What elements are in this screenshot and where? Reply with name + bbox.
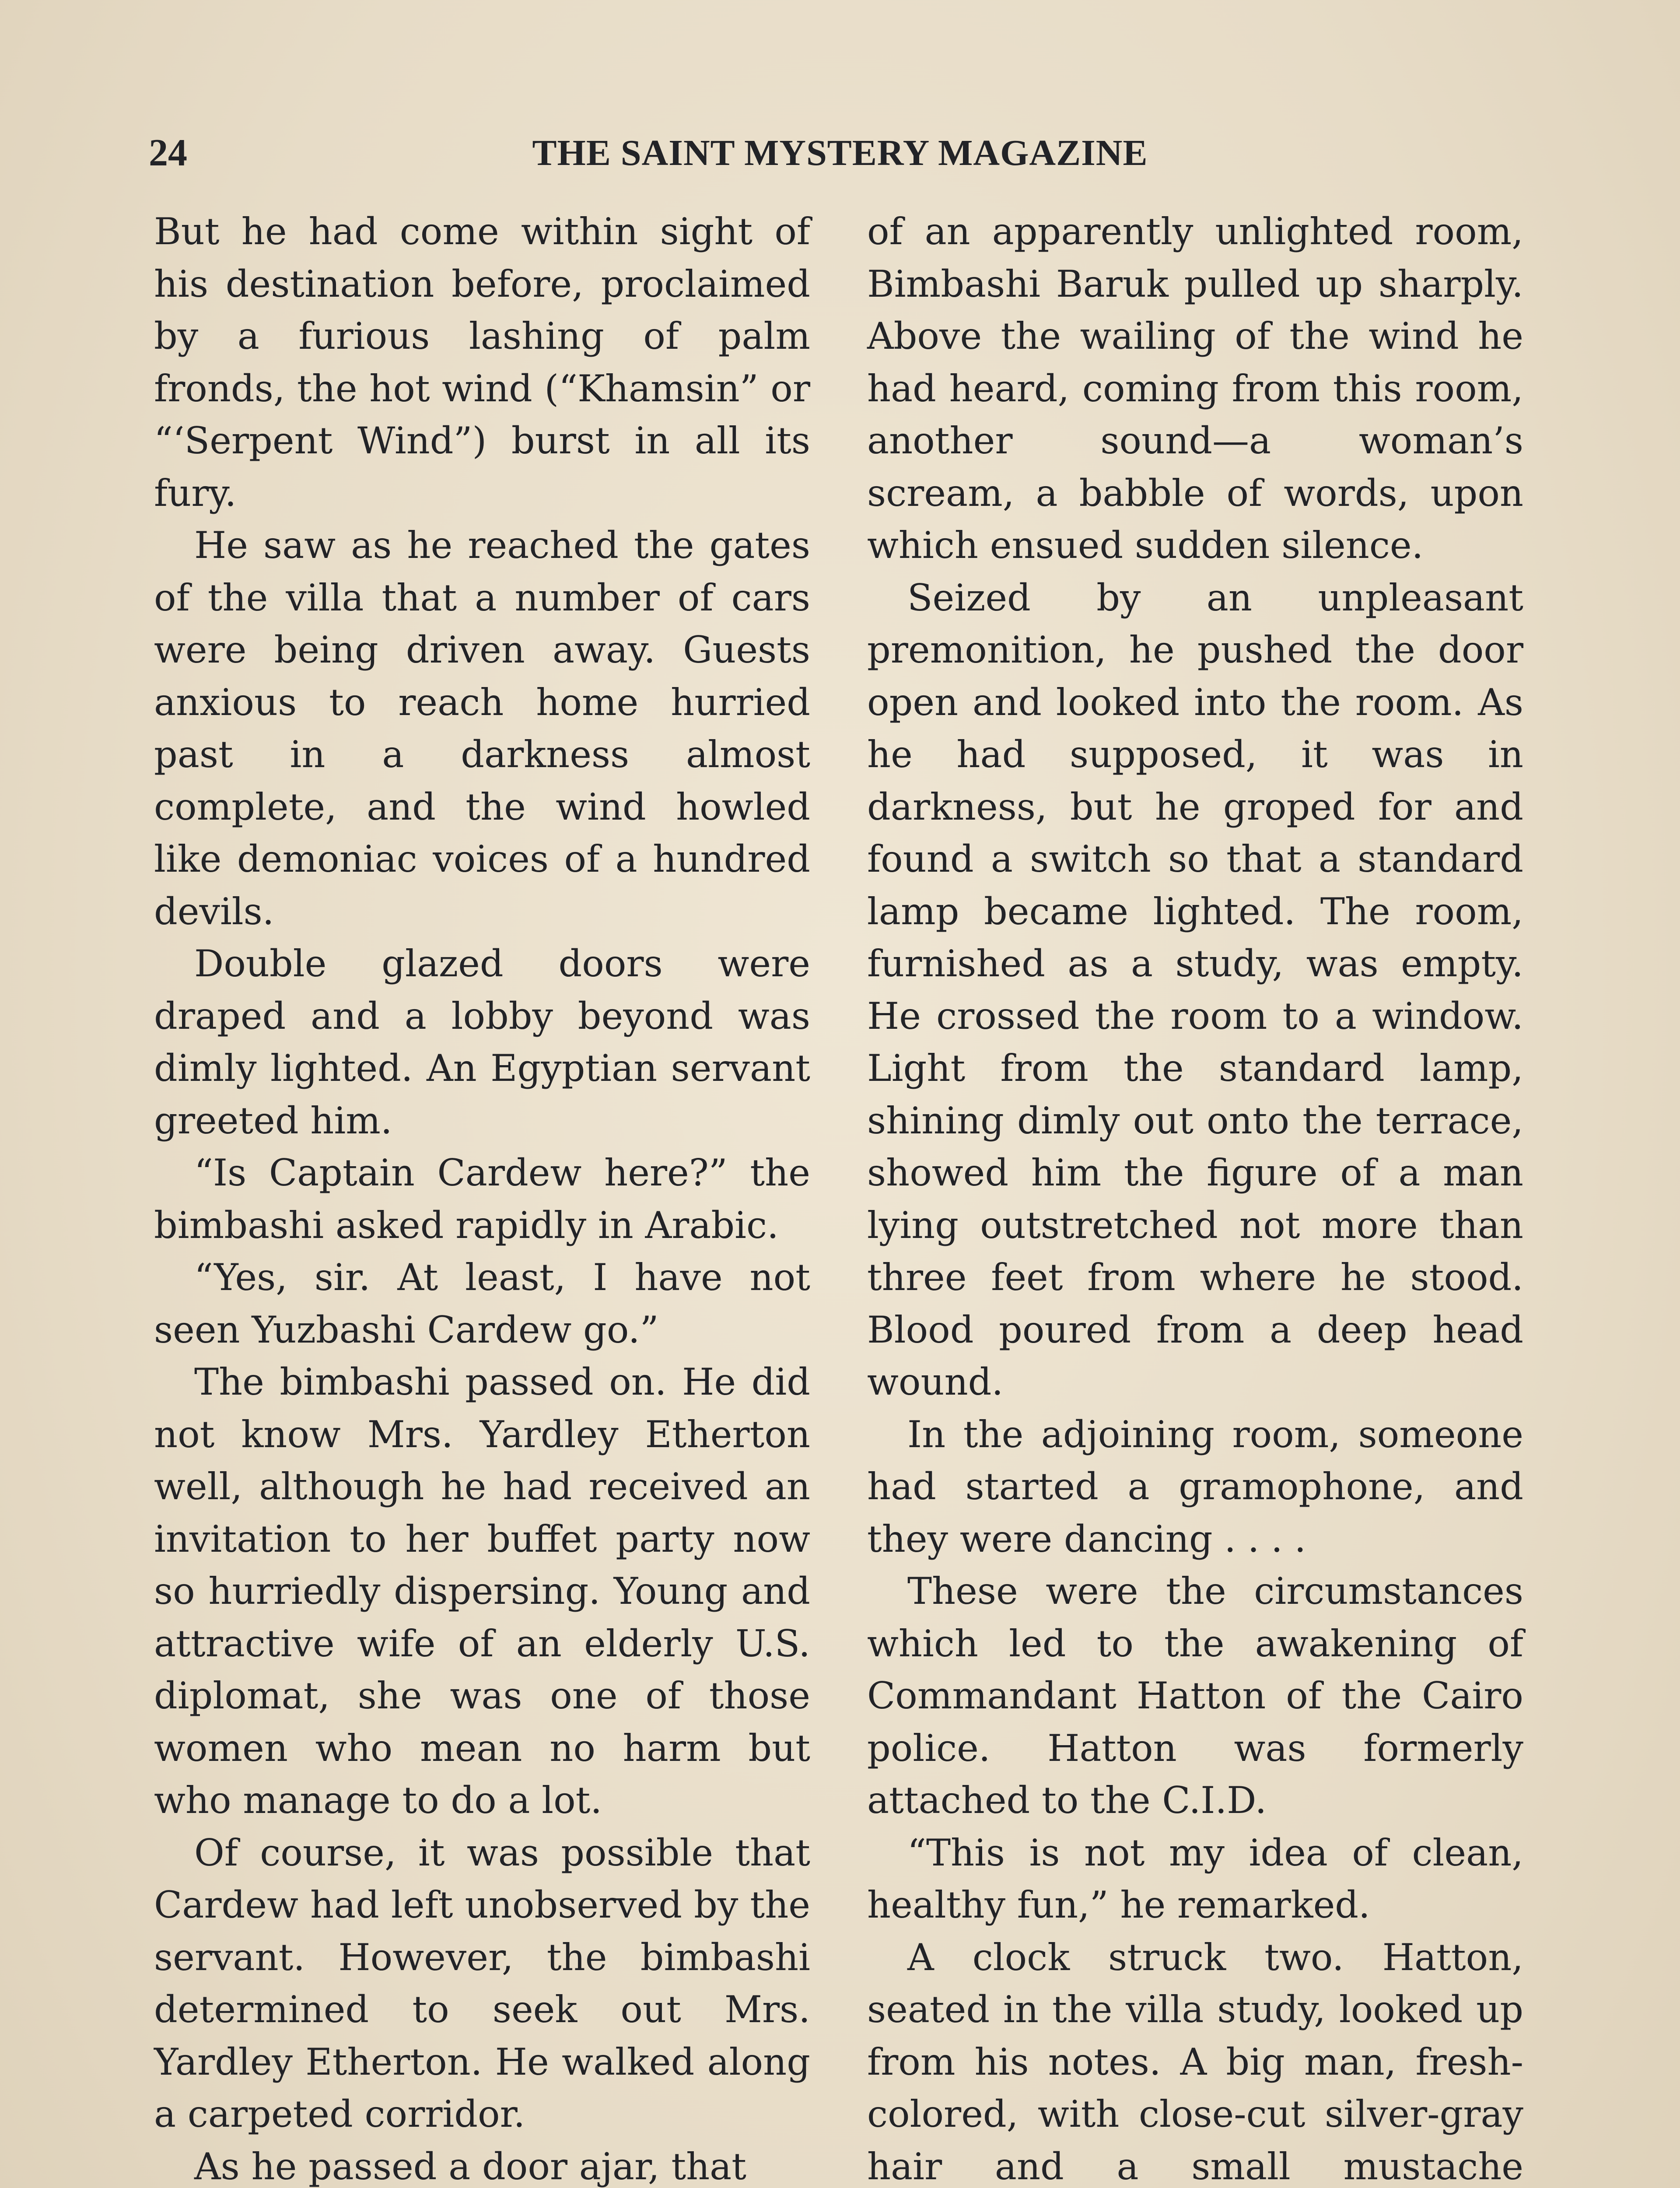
paragraph: These were the circumstances which led to the awakening of Commandant Hatton of the Cairo police. Hatton was formerly attached to the C.I.D. [867,1570,1523,1822]
paragraph: Of course, it was possible that Cardew had left unobserved by the servant. However, the bimbashi determined to seek out Mrs. Yardley Etherton. He walked along a carpeted corridor. [154,1831,810,2135]
paragraph: A clock struck two. Hatton, seated in the villa study, looked up from his notes. A big man, fresh-colored, with close-cut silver-gray hair and a small mustache [867,1936,1523,2188]
paragraph: “This is not my idea of clean, healthy fun,” he remarked. [867,1831,1523,1926]
paragraph: In the adjoining room, someone had started a gramophone, and they were dancing . . . . [867,1413,1523,1560]
paragraph: Seized by an unpleasant premonition, he pushed the door open and looked into the room. As he had supposed, it was in darkness, but he groped for and found a switch so that a standard lamp became lighted. The room, furnished as a study, was empty. He crossed the room to a window. Light from the standard lamp, shining dimly out onto the terrace, showed him the figure of a man lying outstretched not more than three feet from where he stood. Blood poured from a deep head wound. [867,576,1523,1403]
right-column [867,206,1523,2188]
paragraph: The bimbashi passed on. He did not know Mrs. Yardley Etherton well, although he had received an invitation to her buffet party now so hurriedly dispersing. Young and attractive wife of an elderly U.S. diplomat, she was one of those women who mean no harm but who manage to do a lot. [154,1360,810,1822]
paragraph: He saw as he reached the gates of the villa that a number of cars were being driven away. Guests anxious to reach home hurried past in a darkness almost complete, and the wind howled like demoniac voices of a hundred devils. [154,524,810,933]
paragraph: of an apparently unlighted room, Bimbashi Baruk pulled up sharply. Above the wailing of the wind he had heard, coming from this room, another sound—a woman’s scream, a babble of words, upon which ensued sudden silence. [867,210,1523,567]
paragraph: But he had come within sight of his destination before, proclaimed by a furious lashing of palm fronds, the hot wind (“Khamsin” or “‘Serpent Wind”) burst in all its fury. [154,210,810,515]
page-header [149,127,1531,179]
running-title: THE SAINT MYSTERY MAGAZINE [532,133,1148,173]
left-column [154,206,810,2188]
paragraph: “Is Captain Cardew here?” the bimbashi asked rapidly in Arabic. [154,1151,810,1247]
page-number: 24 [149,132,187,174]
paragraph: As he passed a door ajar, that [194,2145,747,2188]
paragraph: Double glazed doors were draped and a lobby beyond was dimly lighted. An Egyptian servant greeted him. [154,942,810,1142]
paragraph: “Yes, sir. At least, I have not seen Yuzbashi Cardew go.” [154,1256,810,1351]
